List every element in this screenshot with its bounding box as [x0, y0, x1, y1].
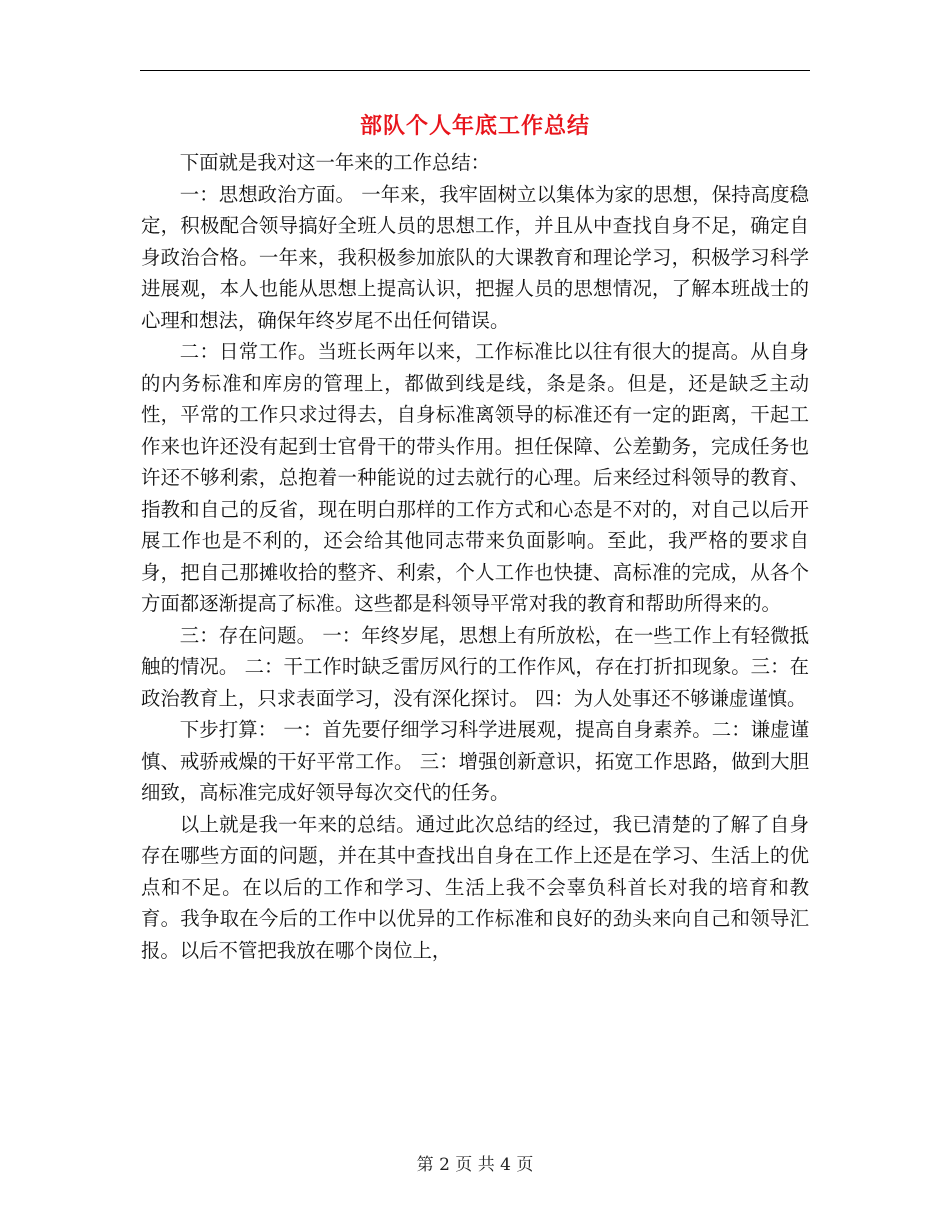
paragraph-problems: 三：存在问题。 一：年终岁尾，思想上有所放松，在一些工作上有轻微抵触的情况。 二：干工作时缺乏雷厉风行的工作作风，存在打折扣现象。三：在政治教育上，只求表面学习，没有深化探讨。 四：为人处事还不够谦虚谨慎。	[141, 623, 809, 710]
paragraph-conclusion: 以上就是我一年来的总结。通过此次总结的经过，我已清楚的了解了自身存在哪些方面的问题，并在其中查找出自身在工作上还是在学习、生活上的优点和不足。在以后的工作和学习、生活上我不会辜负科首长对我的培育和教育。我争取在今后的工作中以优异的工作标准和良好的劲头来向自己和领导汇报。以后不管把我放在哪个岗位上，	[141, 812, 809, 962]
paragraph-daily-work: 二：日常工作。当班长两年以来，工作标准比以往有很大的提高。从自身的内务标准和库房的管理上，都做到线是线，条是条。但是，还是缺乏主动性，平常的工作只求过得去，自身标准离领导的标准还有一定的距离，干起工作来也许还没有起到士官骨干的带头作用。担任保障、公差勤务，完成任务也许还不够利索，总抱着一种能说的过去就行的心理。后来经过科领导的教育、指教和自己的反省，现在明白那样的工作方式和心态是不对的，对自己以后开展工作也是不利的，还会给其他同志带来负面影响。至此，我严格的要求自身，把自己那摊收拾的整齐、利索，个人工作也快捷、高标准的完成，从各个方面都逐渐提高了标准。这些都是科领导平常对我的教育和帮助所得来的。	[141, 340, 809, 615]
page-number-footer: 第 2 页 共 4 页	[416, 1155, 534, 1175]
paragraph-political: 一：思想政治方面。 一年来，我牢固树立以集体为家的思想，保持高度稳定，积极配合领导搞好全班人员的思想工作，并且从中查找自身不足，确定自身政治合格。一年来，我积极参加旅队的大课教育和理论学习，积极学习科学进展观，本人也能从思想上提高认识，把握人员的思想情况，了解本班战士的心理和想法，确保年终岁尾不出任何错误。	[141, 182, 809, 332]
header-rule	[140, 70, 810, 71]
document-title: 部队个人年底工作总结	[359, 113, 590, 139]
paragraph-next-steps: 下步打算： 一：首先要仔细学习科学进展观，提高自身素养。二：谦虚谨慎、戒骄戒燥的干好平常工作。 三：增强创新意识，拓宽工作思路，做到大胆细致，高标准完成好领导每次交代的任务。	[141, 718, 809, 804]
document-body	[141, 147, 809, 966]
paragraph-intro: 下面就是我对这一年来的工作总结：	[179, 151, 491, 174]
